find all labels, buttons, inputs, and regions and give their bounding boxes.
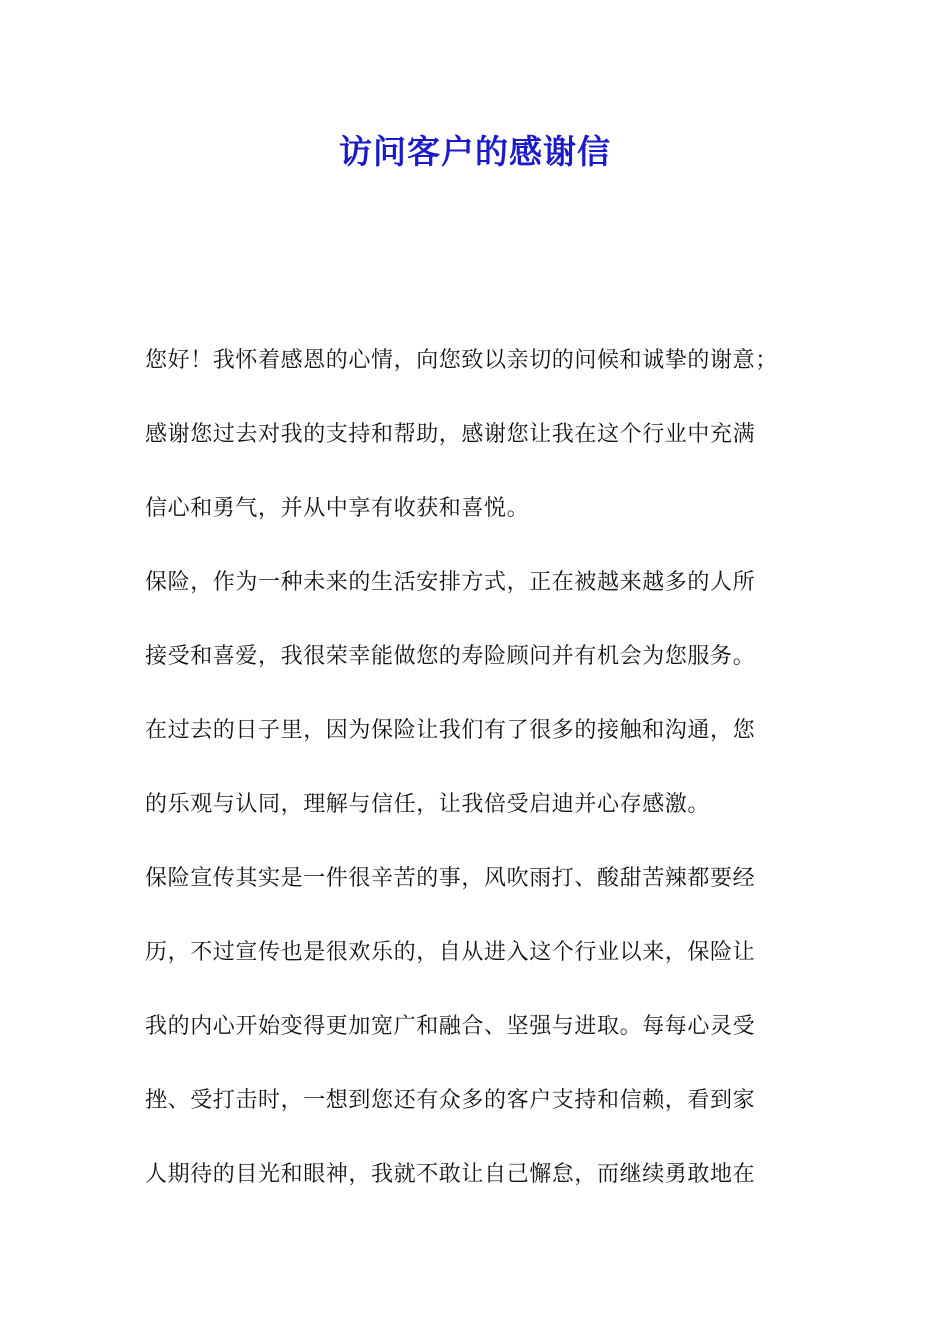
body-line: 在过去的日子里，因为保险让我们有了很多的接触和沟通，您 xyxy=(145,718,756,743)
body-line: 人期待的目光和眼神，我就不敢让自己懈怠，而继续勇敢地在 xyxy=(145,1162,756,1187)
body-line: 保险宣传其实是一件很辛苦的事，风吹雨打、酸甜苦辣都要经 xyxy=(145,866,756,891)
body-line: 历，不过宣传也是很欢乐的，自从进入这个行业以来，保险让 xyxy=(145,940,756,965)
body-line: 保险，作为一种未来的生活安排方式，正在被越来越多的人所 xyxy=(145,570,756,595)
body-line: 接受和喜爱，我很荣幸能做您的寿险顾问并有机会为您服务。 xyxy=(145,644,756,669)
body-line: 您好！我怀着感恩的心情，向您致以亲切的问候和诚挚的谢意； xyxy=(145,348,778,373)
document-title: 访问客户的感谢信 xyxy=(339,132,611,171)
body-line: 感谢您过去对我的支持和帮助，感谢您让我在这个行业中充满 xyxy=(145,422,756,447)
body-line: 的乐观与认同，理解与信任，让我倍受启迪并心存感激。 xyxy=(145,792,711,817)
body-line: 挫、受打击时，一想到您还有众多的客户支持和信赖，看到家 xyxy=(145,1088,756,1113)
body-line: 我的内心开始变得更加宽广和融合、坚强与进取。每每心灵受 xyxy=(145,1014,756,1039)
body-line: 信心和勇气，并从中享有收获和喜悦。 xyxy=(145,496,530,521)
document-body xyxy=(145,337,845,1225)
